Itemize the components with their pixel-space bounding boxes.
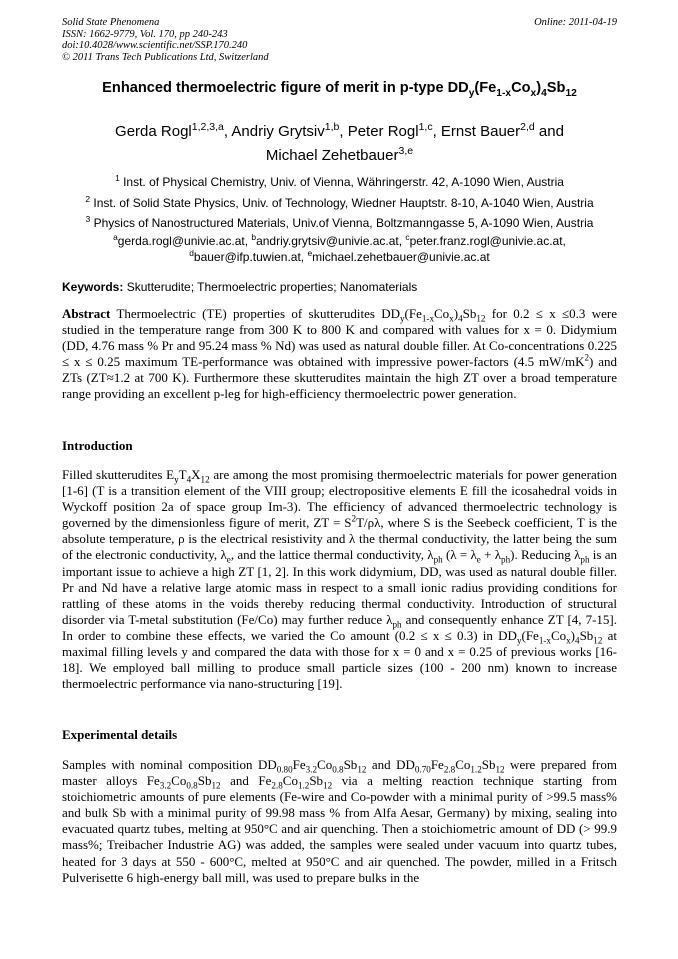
abstract: Abstract Thermoelectric (TE) properties of skutterudites $DD_y(Fe_{1-x}Co_x)_4Sb_{12}$ for 0.2 ≤ x ≤0.3 were studied in the temperature range from 300 K to 800 K and compared with values for x = 0. Didymium (DD, 4.76 mass % Pr and 95.24 mass % Nd) was used as natural double filler. At Co-concentrations 0.225 ≤ x ≤ 0.25 maximum TE-performance was obtained with impressive power-factors (4.5 $mW/mK^2$) and ZTs (ZT≈1.2 at 700 K). Furthermore these skutterudites maintain the high ZT over a broad temperature range providing an excellent p-leg for high-efficiency thermoelectric power generation. [62, 306, 617, 402]
paper-title: Enhanced thermoelectric figure of merit in p-type $DD_y(Fe_{1-x}Co_x)_4Sb_{12}$ [102, 80, 577, 99]
affiliation: $^3$ Physics of Nanostructured Materials, Univ.of Vienna, Boltzmanngasse 5, A-1090 Wien, Austria [85, 214, 594, 230]
section-heading-introduction: Introduction [62, 438, 133, 453]
affiliation: $^2$ Inst. of Solid State Physics, Univ. of Technology, Wiedner Hauptstr. 8-10, A-1040 Wien, Austria [85, 193, 594, 210]
issn: ISSN: 1662-9779, Vol. 170, pp 240-243 [62, 28, 228, 40]
experimental-paragraph: Samples with nominal composition $DD_{0.80}Fe_{3.2}Co_{0.8}Sb_{12}$ and $DD_{0.70}Fe_{2.8}Co_{1.2}Sb_{12}$ were prepared from master alloys $Fe_{3.2}Co_{0.8}Sb_{12}$ and $Fe_{2.8}Co_{1.2}Sb_{12}$ via a melting reaction technique starting from stoichiometric amounts of pure elements (Fe-wire and Co-powder with a minimal purity of >99.5 mass% and bulk Sb with a minimal purity of 99.98 mass % from Alfa Aesar, Germany) by mixing, sealing into evacuated quartz tubes, melting at 950°C and air quenching. Then a stoichiometric amount of DD (> 99.9 mass%; Treibacher Industrie AG) was added, the samples were sealed under vacuum into quartz tubes, heated for 3 days at 550 - 600°C, melted at 950°C and air quenched. The powder, milled in a Fritsch Pulverisette 6 high-energy ball mill, was used to prepare bulks in the [62, 757, 618, 885]
doi: doi:10.4028/www.scientific.net/SSP.170.240 [62, 40, 248, 51]
affiliations [62, 172, 617, 234]
affiliation: $^1$ Inst. of Physical Chemistry, Univ. of Vienna, Währingerstr. 42, A-1090 Wien, Austria [115, 173, 564, 189]
author-emails: $^a$gerda.rogl@univie.ac.at, $^b$andriy.grytsiv@univie.ac.at, $^c$peter.franz.rogl@univie.ac.at, $^d$bauer@ifp.tuwien.at, $^e$michael.zehetbauer@univie.ac.at [113, 232, 566, 264]
author-list: Gerda Rogl$^{1,2,3,a}$, Andriy Grytsiv$^{1,b}$, Peter Rogl$^{1,c}$, Ernst Bauer$^{2,d}$ and Michael Zehetbauer$^{3,e}$ [115, 121, 564, 164]
keywords: Keywords: Skutterudite; Thermoelectric properties; Nanomaterials [62, 280, 418, 294]
journal-header [62, 17, 617, 63]
introduction-paragraph: Filled skutterudites $E_yT_4X_{12}$ are among the most promising thermoelectric materials for power generation [1-6] (T is a transition element of the VIII group; electropositive elements E fill the icosahedral voids in Wyckoff position 2a of space group Im-3). The efficiency of advanced thermoelectric technology is governed by the dimensionless figure of merit, ZT = $S^2T/\rho\lambda$, where S is the Seebeck coefficient, T is the absolute temperature, ρ is the electrical resistivity and λ the thermal conductivity, the latter being the sum of the electronic conductivity, $\lambda_e$, and the lattice thermal conductivity, $\lambda_{ph}$ $(\lambda = \lambda_e + \lambda_{ph})$. Reducing $\lambda_{ph}$ is an important issue to achieve a high ZT [1, 2]. In this work didymium, DD, was used as natural double filler. Pr and Nd have a relative large atomic mass in respect to a small ionic radius providing conditions for rattling of these atoms in the voids thereby reducing thermal conductivity. Introduction of structural disorder via T-metal substitution (Fe/Co) may further reduce $\lambda_{ph}$ and consequently enhance ZT [4, 7-15]. In order to combine these effects, we varied the Co amount (0.2 ≤ x ≤ 0.3) in $DD_y(Fe_{1-x}Co_x)_4Sb_{12}$ at maximal filling levels y and compared the data with those for x = 0 and x = 0.25 of previous works [16-18]. We employed ball milling to produce small particle sizes (100 - 200 nm) known to increase thermoelectric performance via nano-structuring [19]. [62, 467, 618, 692]
section-heading-experimental: Experimental details [62, 727, 178, 742]
copyright: © 2011 Trans Tech Publications Ltd, Switzerland [62, 51, 269, 63]
journal-name: Solid State Phenomena [62, 17, 160, 28]
online-date: Online: 2011-04-19 [534, 17, 617, 28]
